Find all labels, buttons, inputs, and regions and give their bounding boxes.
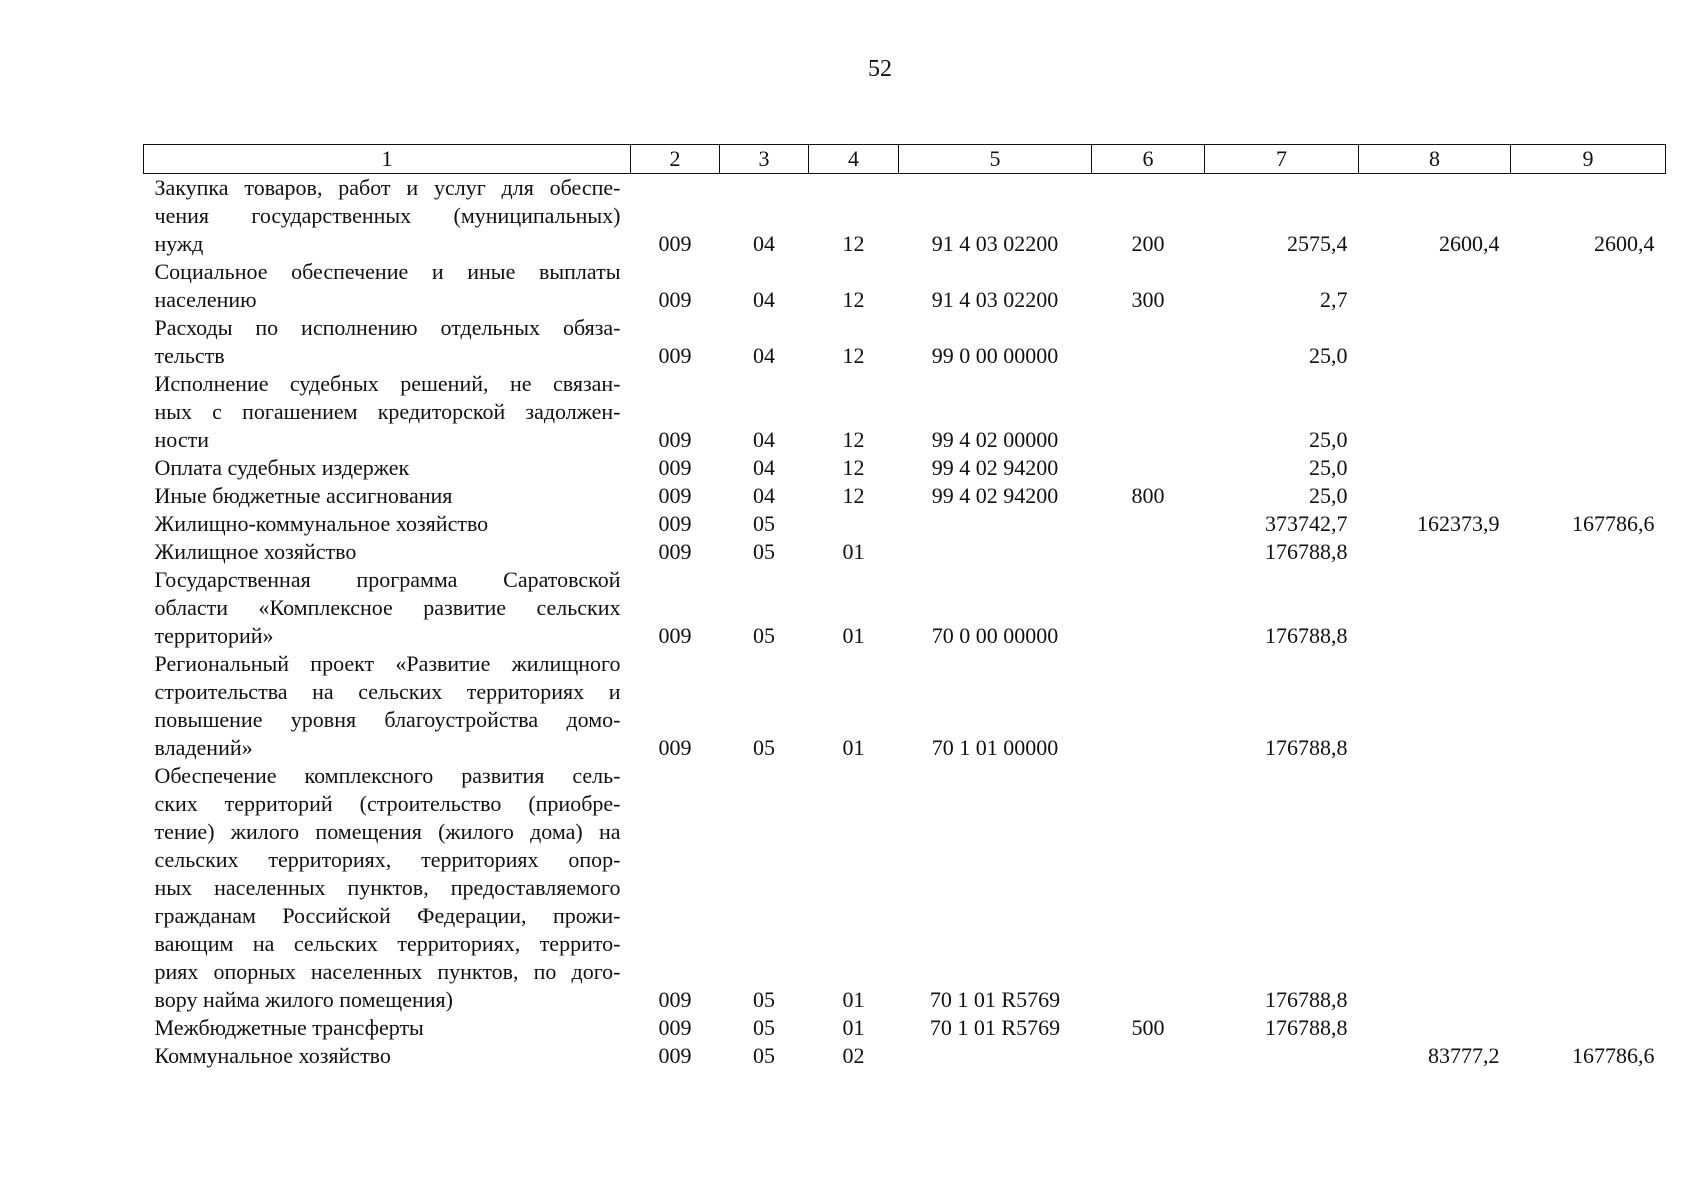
header-cell: 4 <box>809 145 899 174</box>
cell-rz: 04 <box>753 455 775 480</box>
table-row <box>144 1042 1666 1070</box>
header-cell: 2 <box>631 145 720 174</box>
row-name-line: ских территорий (строительство (приобре- <box>154 791 621 816</box>
row-name-line: чения государственных (муниципальных) <box>154 203 621 228</box>
cell-pr: 01 <box>842 623 865 648</box>
cell-vr <box>1092 566 1205 650</box>
cell-vr: 800 <box>1131 483 1165 508</box>
cell-pr: 12 <box>842 343 865 368</box>
table-row <box>144 258 1666 314</box>
cell-vr <box>1092 510 1205 538</box>
cell-rz: 05 <box>753 1015 775 1040</box>
table-row <box>144 482 1666 510</box>
row-name-line: Государственная программа Саратовской <box>154 567 621 592</box>
row-name <box>144 454 631 482</box>
cell-pr: 12 <box>842 231 865 256</box>
row-name-line: риях опорных населенных пунктов, по дого- <box>154 959 621 984</box>
cell-v7: 2,7 <box>1320 287 1348 312</box>
cell-v9 <box>1511 258 1666 314</box>
header-row <box>144 145 1666 174</box>
cell-v9 <box>1511 482 1666 510</box>
cell-v7: 176788,8 <box>1265 1015 1348 1040</box>
cell-v9 <box>1511 314 1666 370</box>
cell-csr: 70 1 01 R5769 <box>929 1015 1061 1040</box>
row-name <box>144 510 631 538</box>
table-row <box>144 538 1666 566</box>
row-name-line: нужд <box>154 231 204 256</box>
row-name-line: Жилищно-коммунальное хозяйство <box>154 511 489 536</box>
cell-pr: 12 <box>842 287 865 312</box>
cell-ved: 009 <box>658 343 692 368</box>
row-name <box>144 314 631 370</box>
row-name-line: повышение уровня благоустройства домо- <box>154 707 621 732</box>
cell-ved: 009 <box>658 987 692 1012</box>
row-name-line: Коммунальное хозяйство <box>154 1043 391 1068</box>
cell-csr: 99 0 00 00000 <box>931 343 1059 368</box>
cell-csr: 91 4 03 02200 <box>931 231 1059 256</box>
page-number: 52 <box>868 56 892 82</box>
cell-rz: 04 <box>753 231 775 256</box>
row-name <box>144 762 631 1014</box>
row-name-line: Исполнение судебных решений, не связан- <box>154 371 621 396</box>
cell-v7: 176788,8 <box>1265 735 1348 760</box>
cell-v9: 167786,6 <box>1572 1043 1655 1068</box>
cell-v7: 2575,4 <box>1287 231 1348 256</box>
cell-v9 <box>1511 538 1666 566</box>
cell-v8 <box>1359 650 1511 762</box>
row-name <box>144 482 631 510</box>
row-name-line: Закупка товаров, работ и услуг для обеспе- <box>154 175 621 200</box>
cell-rz: 05 <box>753 623 775 648</box>
row-name <box>144 650 631 762</box>
cell-ved: 009 <box>658 1015 692 1040</box>
cell-vr: 500 <box>1131 1015 1165 1040</box>
cell-csr: 99 4 02 94200 <box>931 483 1059 508</box>
row-name-line: тельств <box>154 343 225 368</box>
cell-rz: 05 <box>753 1043 775 1068</box>
header-cell: 6 <box>1092 145 1205 174</box>
cell-pr: 12 <box>842 455 865 480</box>
cell-v8 <box>1359 1014 1511 1042</box>
cell-vr <box>1092 1042 1205 1070</box>
header-cell: 1 <box>144 145 631 174</box>
row-name-line: ных населенных пунктов, предоставляемого <box>154 875 621 900</box>
cell-v8 <box>1359 566 1511 650</box>
cell-csr: 99 4 02 00000 <box>931 427 1059 452</box>
row-name-line: тение) жилого помещения (жилого дома) на <box>154 819 621 844</box>
table-row <box>144 762 1666 1014</box>
header-cell: 5 <box>899 145 1092 174</box>
cell-rz: 04 <box>753 427 775 452</box>
cell-v9 <box>1511 650 1666 762</box>
cell-v7: 25,0 <box>1309 455 1348 480</box>
cell-v9 <box>1511 454 1666 482</box>
cell-v9 <box>1511 370 1666 454</box>
cell-v9 <box>1511 1014 1666 1042</box>
table-row <box>144 1014 1666 1042</box>
cell-vr <box>1092 538 1205 566</box>
cell-v7: 25,0 <box>1309 427 1348 452</box>
row-name-line: вающим на сельских территориях, террито- <box>154 931 621 956</box>
cell-pr: 01 <box>842 735 865 760</box>
table-row <box>144 650 1666 762</box>
row-name-line: населению <box>154 287 257 312</box>
cell-pr: 12 <box>842 427 865 452</box>
cell-ved: 009 <box>658 287 692 312</box>
cell-ved: 009 <box>658 539 692 564</box>
cell-vr: 300 <box>1131 287 1165 312</box>
header-cell: 3 <box>720 145 809 174</box>
row-name-line: Межбюджетные трансферты <box>154 1015 424 1040</box>
row-name <box>144 1042 631 1070</box>
cell-ved: 009 <box>658 455 692 480</box>
row-name-line: владений» <box>154 735 253 760</box>
cell-v8 <box>1359 482 1511 510</box>
cell-v8 <box>1359 258 1511 314</box>
cell-v8: 83777,2 <box>1428 1043 1500 1068</box>
table-row <box>144 510 1666 538</box>
row-name-line: сельских территориях, территориях опор- <box>154 847 621 872</box>
cell-vr <box>1092 370 1205 454</box>
row-name-line: Социальное обеспечение и иные выплаты <box>154 259 621 284</box>
cell-rz: 04 <box>753 483 775 508</box>
cell-csr <box>899 538 1092 566</box>
table-row <box>144 174 1666 259</box>
cell-rz: 05 <box>753 511 775 536</box>
cell-v7: 176788,8 <box>1265 623 1348 648</box>
row-name <box>144 258 631 314</box>
cell-ved: 009 <box>658 427 692 452</box>
row-name-line: Оплата судебных издержек <box>154 455 410 480</box>
cell-vr <box>1092 454 1205 482</box>
cell-csr: 70 0 00 00000 <box>931 623 1059 648</box>
cell-rz: 04 <box>753 287 775 312</box>
cell-vr <box>1092 650 1205 762</box>
cell-csr: 99 4 02 94200 <box>931 455 1059 480</box>
cell-v8 <box>1359 314 1511 370</box>
cell-v8: 2600,4 <box>1439 231 1500 256</box>
row-name-line: вору найма жилого помещения) <box>154 987 453 1012</box>
row-name-line: ных с погашением кредиторской задолжен- <box>154 399 621 424</box>
row-name <box>144 174 631 259</box>
header-cell: 8 <box>1359 145 1511 174</box>
cell-v7: 176788,8 <box>1265 987 1348 1012</box>
cell-pr: 01 <box>842 987 865 1012</box>
cell-v9 <box>1511 566 1666 650</box>
table-row <box>144 566 1666 650</box>
cell-v9 <box>1511 762 1666 1014</box>
cell-vr: 200 <box>1131 231 1165 256</box>
cell-pr <box>809 510 899 538</box>
cell-pr: 01 <box>842 539 865 564</box>
cell-pr: 02 <box>842 1043 865 1068</box>
cell-v8 <box>1359 370 1511 454</box>
cell-v7: 373742,7 <box>1265 511 1348 536</box>
cell-ved: 009 <box>658 231 692 256</box>
row-name-line: Жилищное хозяйство <box>154 539 357 564</box>
row-name-line: территорий» <box>154 623 274 648</box>
row-name <box>144 1014 631 1042</box>
cell-v7: 25,0 <box>1309 483 1348 508</box>
cell-v9: 2600,4 <box>1594 231 1655 256</box>
cell-v7 <box>1205 1042 1359 1070</box>
cell-rz: 05 <box>753 539 775 564</box>
row-name <box>144 538 631 566</box>
row-name-line: Иные бюджетные ассигнования <box>154 483 453 508</box>
cell-rz: 05 <box>753 735 775 760</box>
table-row <box>144 370 1666 454</box>
budget-table <box>143 144 1666 1070</box>
cell-rz: 05 <box>753 987 775 1012</box>
cell-v8 <box>1359 762 1511 1014</box>
cell-csr: 70 1 01 R5769 <box>929 987 1061 1012</box>
header-cell: 9 <box>1511 145 1666 174</box>
cell-ved: 009 <box>658 1043 692 1068</box>
cell-csr <box>899 510 1092 538</box>
row-name-line: области «Комплексное развитие сельских <box>154 595 621 620</box>
row-name-line: Региональный проект «Развитие жилищного <box>154 651 621 676</box>
cell-ved: 009 <box>658 511 692 536</box>
cell-rz: 04 <box>753 343 775 368</box>
row-name-line: ности <box>154 427 209 452</box>
cell-vr <box>1092 314 1205 370</box>
cell-ved: 009 <box>658 483 692 508</box>
cell-csr: 91 4 03 02200 <box>931 287 1059 312</box>
cell-v7: 176788,8 <box>1265 539 1348 564</box>
cell-v8 <box>1359 454 1511 482</box>
row-name-line: строительства на сельских территориях и <box>154 679 621 704</box>
row-name <box>144 370 631 454</box>
cell-pr: 01 <box>842 1015 865 1040</box>
table-row <box>144 314 1666 370</box>
cell-csr <box>899 1042 1092 1070</box>
cell-pr: 12 <box>842 483 865 508</box>
row-name <box>144 566 631 650</box>
table-row <box>144 454 1666 482</box>
cell-v9: 167786,6 <box>1572 511 1655 536</box>
cell-v8 <box>1359 538 1511 566</box>
cell-csr: 70 1 01 00000 <box>931 735 1059 760</box>
cell-ved: 009 <box>658 735 692 760</box>
cell-v8: 162373,9 <box>1417 511 1500 536</box>
cell-ved: 009 <box>658 623 692 648</box>
row-name-line: гражданам Российской Федерации, прожи- <box>154 903 621 928</box>
cell-v7: 25,0 <box>1309 343 1348 368</box>
cell-vr <box>1092 762 1205 1014</box>
header-cell: 7 <box>1205 145 1359 174</box>
row-name-line: Обеспечение комплексного развития сель- <box>154 763 621 788</box>
row-name-line: Расходы по исполнению отдельных обяза- <box>154 315 621 340</box>
